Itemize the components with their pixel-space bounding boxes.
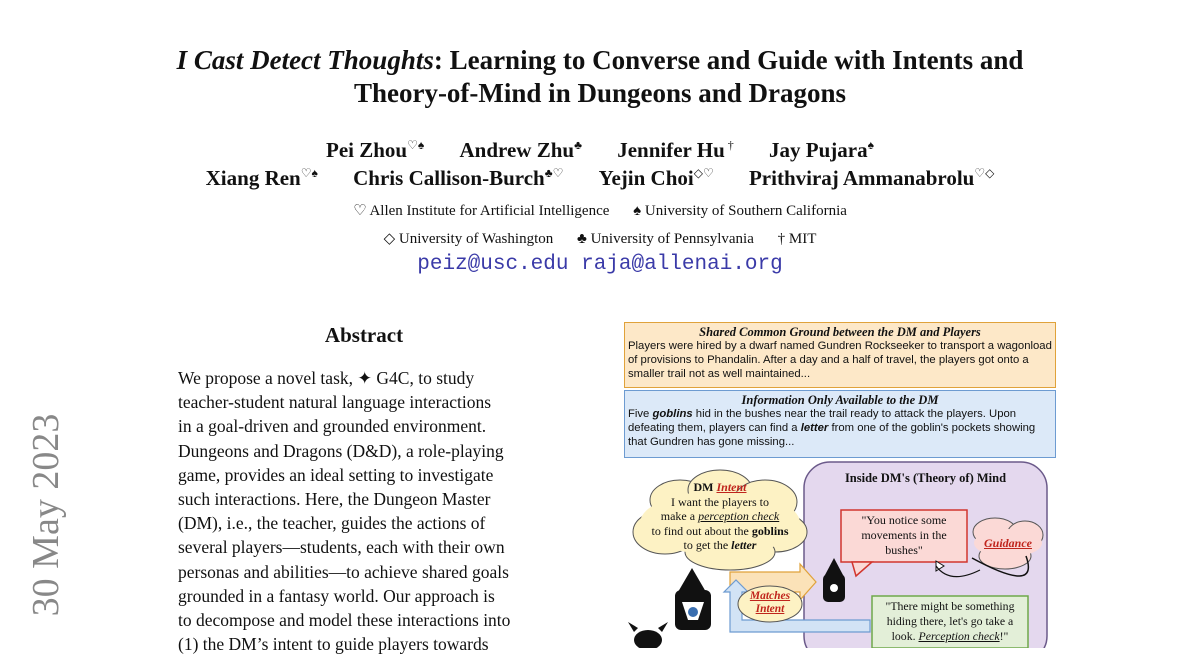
title-line2: Theory-of-Mind in Dungeons and Dragons <box>353 78 847 108</box>
abstract-line: teacher-student natural language interactions <box>178 392 492 413</box>
author-row-2 <box>0 166 1200 191</box>
shared-ground-heading: Shared Common Ground between the DM and Players <box>699 325 981 339</box>
abstract-line: grounded in a fantasy world. Our approach is <box>178 585 495 606</box>
abstract-line: several players—students, each with their own <box>178 537 505 558</box>
title-italic: I Cast Detect Thoughts <box>176 45 434 75</box>
abstract-heading: Abstract <box>324 323 404 347</box>
author: Xiang Ren♡♠ <box>205 166 318 190</box>
author: Pei Zhou♡♠ <box>326 138 425 162</box>
author: Chris Callison-Burch♣♡ <box>353 166 564 190</box>
dm-intent-text: DM Intent I want the players to make a perception check to find out about the goblins to get the letter <box>651 480 789 552</box>
dm-info-text: Five goblins hid in the bushes near the trail ready to attack the players. Upon defeating them, players can find a letter from one of the goblin's pockets showing that Gundren has gone missing... <box>628 408 1036 448</box>
arxiv-date-stamp: 30 May 2023 <box>25 413 67 617</box>
abstract-line: (1) the DM’s intent to guide players towards <box>178 634 489 655</box>
dm-avatar-icon <box>675 568 711 630</box>
author: Prithviraj Ammanabrolu♡◇ <box>748 166 995 190</box>
abstract-body <box>178 366 552 656</box>
abstract-line: such interactions. Here, the Dungeon Master <box>178 489 491 510</box>
dm-info-heading: Information Only Available to the DM <box>741 393 939 407</box>
affiliation: ♠ University of Southern California <box>633 203 847 219</box>
abstract-line: to decompose and model these interactions into <box>178 610 511 631</box>
affiliation: † MIT <box>777 231 817 247</box>
affiliations-row-2 <box>0 229 1200 248</box>
affiliation: ◇ University of Washington <box>383 231 554 247</box>
abstract-line: personas and abilities—to achieve shared goals <box>178 561 509 582</box>
author-row-1 <box>0 138 1200 163</box>
affiliations-row-1 <box>0 201 1200 220</box>
shared-ground-box <box>624 322 1056 388</box>
abstract-line: Dungeons and Dragons (D&D), a role-playing <box>178 440 504 461</box>
affiliation: ♡ Allen Institute for Artificial Intelligence <box>353 203 610 219</box>
author: Andrew Zhu♣ <box>459 138 582 162</box>
abstract-line: We propose a novel task, ✦ G4C, to study <box>178 368 475 388</box>
player-reply-text: "There might be something hiding there, let's go take a look. Perception check!" <box>885 599 1015 643</box>
author: Yejin Choi◇♡ <box>598 166 714 190</box>
author: Jay Pujara♠ <box>769 138 874 162</box>
dm-utterance-text: "You notice some movements in the bushes" <box>861 513 947 557</box>
matches-intent-label: Matches Intent <box>749 590 791 615</box>
paper-title <box>0 44 1200 110</box>
abstract-line: in a goal-driven and grounded environment. <box>178 416 487 437</box>
shared-ground-text: Players were hired by a dwarf named Gundren Rockseeker to transport a wagonload of provisions to Phandalin. After a day and a half of travel, the players got onto a smaller trail not as well maintained... <box>628 340 1052 380</box>
author: Jennifer Hu † <box>617 138 734 162</box>
abstract-line: game, provides an ideal setting to investigate <box>178 464 494 485</box>
guidance-label: Guidance <box>984 536 1032 550</box>
viking-avatar-icon <box>628 622 668 648</box>
dm-info-box <box>624 390 1056 458</box>
affiliation: ♣ University of Pennsylvania <box>576 231 754 247</box>
mind-title: Inside DM's (Theory of) Mind <box>844 471 1007 485</box>
title-rest: : Learning to Converse and Guide with Intents and <box>433 45 1024 75</box>
author-emails[interactable]: peiz@usc.edu raja@allenai.org <box>417 253 783 276</box>
figure-1 <box>620 320 1060 648</box>
abstract-line: (DM), i.e., the teacher, guides the actions of <box>178 513 486 534</box>
